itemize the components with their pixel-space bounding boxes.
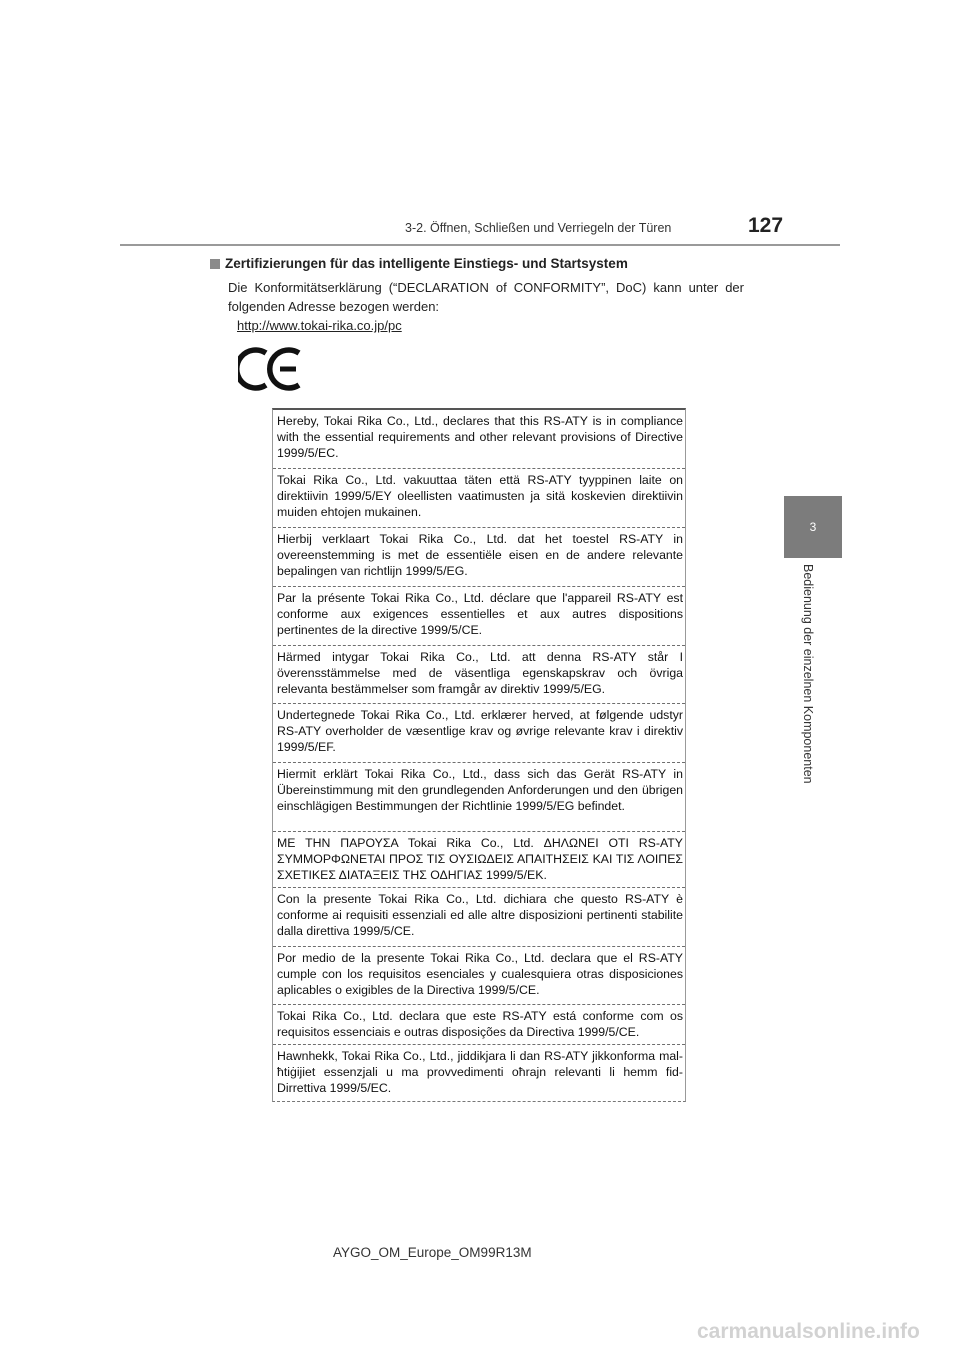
declaration-english: Hereby, Tokai Rika Co., Ltd., declares that this RS-ATY is in compliance with the essential requirements and other relevant provisions of Directive 1999/5/EC.	[277, 414, 683, 461]
declaration-italian: Con la presente Tokai Rika Co., Ltd. dichiara che questo RS-ATY è conforme ai requisiti essenziali ed alle altre disposizioni pertinenti stabilite dalla direttiva 1999/5/CE.	[277, 892, 683, 939]
declaration-dutch: Hierbij verklaart Tokai Rika Co., Ltd. dat het toestel RS-ATY in overeenstemming is met de essentiële eisen en de andere relevante bepalingen van richtlijn 1999/5/EG.	[277, 532, 683, 579]
ce-mark-logo	[238, 345, 304, 393]
chapter-tab: 3	[784, 496, 842, 558]
declarations-box	[272, 408, 686, 1102]
declaration-divider	[273, 468, 685, 469]
declaration-divider	[273, 762, 685, 763]
declaration-divider	[273, 887, 685, 888]
section-heading-text: Zertifizierungen für das intelligente Einstiegs- und Startsystem	[225, 256, 628, 271]
declaration-divider	[273, 1044, 685, 1045]
watermark-text: carmanualsonline.info	[697, 1320, 920, 1343]
declaration-spanish: Por medio de la presente Tokai Rika Co., Ltd. declara que el RS-ATY cumple con los requisitos esenciales y cualesquiera otras disposiciones aplicables o exigibles de la Directiva 1999/5/CE.	[277, 951, 683, 998]
declaration-divider	[273, 586, 685, 587]
declaration-french: Par la présente Tokai Rika Co., Ltd. déclare que l'appareil RS-ATY est conforme aux exigences essentielles et aux autres dispositions pertinentes de la directive 1999/5/CE.	[277, 591, 683, 638]
declaration-german: Hiermit erklärt Tokai Rika Co., Ltd., dass sich das Gerät RS-ATY in Übereinstimmung mit den grundlegenden Anforderungen und den übrigen einschlägigen Bestimmungen der Richtlinie 1999/5/EG befindet.	[277, 767, 683, 814]
declaration-maltese: Hawnhekk, Tokai Rika Co., Ltd., jiddikjara li dan RS-ATY jikkonforma mal-ħtiġijiet essenzjali u ma provvedimenti oħrajn relevanti li hemm fid-Dirrettiva 1999/5/EC.	[277, 1049, 683, 1096]
doc-url-link[interactable]: http://www.tokai-rika.co.jp/pc	[237, 318, 402, 333]
declaration-swedish: Härmed intygar Tokai Rika Co., Ltd. att denna RS-ATY står I överensstämmelse med de väsentliga egenskapskrav och övriga relevanta bestämmelser som framgår av direktiv 1999/5/EG.	[277, 650, 683, 697]
declaration-divider	[273, 645, 685, 646]
section-heading	[210, 256, 628, 271]
declaration-portuguese: Tokai Rika Co., Ltd. declara que este RS-ATY está conforme com os requisitos essenciais e outras disposições da Directiva 1999/5/CE.	[277, 1009, 683, 1040]
declaration-divider	[273, 946, 685, 947]
declaration-divider	[273, 703, 685, 704]
square-bullet-icon	[210, 259, 220, 269]
declaration-divider	[273, 1004, 685, 1005]
declaration-greek: ΜΕ ΤΗΝ ΠΑΡΟΥΣΑ Tokai Rika Co., Ltd. ΔΗΛΩΝΕΙ ΟΤΙ RS-ATY ΣΥΜΜΟΡΦΩΝΕΤΑΙ ΠΡΟΣ ΤΙΣ ΟΥΣΙΩΔΕΙΣ ΑΠΑΙΤΗΣΕΙΣ ΚΑΙ ΤΙΣ ΛΟΙΠΕΣ ΣΧΕΤΙΚΕΣ ΔΙΑΤΑΞΕΙΣ ΤΗΣ ΟΔΗΓΙΑΣ 1999/5/ΕΚ.	[277, 836, 683, 883]
declaration-divider	[273, 527, 685, 528]
chapter-side-label: Bedienung der einzelnen Komponenten	[801, 564, 815, 784]
declaration-divider	[273, 831, 685, 832]
declaration-finnish: Tokai Rika Co., Ltd. vakuuttaa täten että RS-ATY tyyppinen laite on direktiivin 1999/5/EY oleellisten vaatimusten ja sitä koskevien direktiivin muiden ehtojen mukainen.	[277, 473, 683, 520]
page-number: 127	[748, 214, 784, 237]
footer-document-code: AYGO_OM_Europe_OM99R13M	[333, 1245, 532, 1260]
intro-paragraph: Die Konformitätserklärung (“DECLARATION of CONFORMITY”, DoC) kann unter der folgenden Adresse bezogen werden:	[228, 280, 744, 314]
header-section-title: 3-2. Öffnen, Schließen und Verriegeln der Türen	[405, 221, 672, 235]
header-divider	[120, 244, 840, 246]
declaration-danish: Undertegnede Tokai Rika Co., Ltd. erklærer herved, at følgende udstyr RS-ATY overholder de væsentlige krav og øvrige relevante krav i direktiv 1999/5/EF.	[277, 708, 683, 755]
